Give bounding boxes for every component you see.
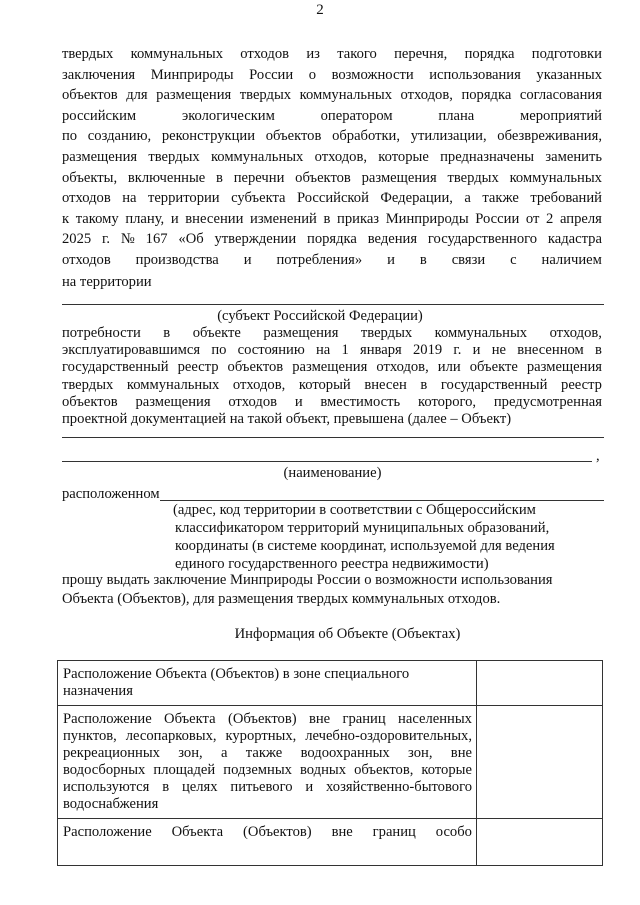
name-fill-line-1 — [62, 437, 604, 438]
section-title: Информация об Объекте (Объектах) — [234, 626, 461, 642]
address-hint-4: единого государственного реестра недвижимости) — [175, 556, 489, 572]
row-zone-special-value[interactable] — [477, 661, 603, 706]
paragraph-intro-line: объектов для размещения твердых коммунальных отходов, порядка согласования — [62, 88, 602, 104]
row-outside-settlements-label — [58, 706, 477, 819]
paragraph-need-line: потребности в объекте размещения твердых коммунальных отходов, — [62, 326, 602, 341]
address-fill-line — [160, 500, 604, 501]
label-name: (наименование) — [283, 465, 382, 481]
table-cell-line: водосборных площадей подземных водных объектов, которые — [63, 762, 472, 778]
paragraph-intro-line: 2025 г. № 167 «Об утверждении порядка ведения государственного кадастра — [62, 232, 602, 248]
table-cell-line: Расположение Объекта (Объектов) вне границ населенных — [63, 711, 472, 727]
paragraph-need-line: твердых коммунальных отходов, который внесен в государственный реестр — [62, 377, 602, 393]
row-outside-protected-label — [58, 819, 477, 866]
page-number: 2 — [316, 2, 324, 18]
paragraph-intro-line: объекты, включенные в перечни объектов размещения твердых коммунальных — [62, 170, 602, 186]
table-cell-line: рекреационных зон, а также водоохранных зон, вне — [63, 745, 472, 761]
paragraph-intro-line: к такому плану, и внесении изменений в приказ Минприроды России от 2 апреля — [62, 211, 602, 227]
located-label: расположенном — [62, 486, 160, 502]
table-cell-line: водоснабжения — [63, 796, 159, 812]
row-outside-protected-value[interactable] — [477, 819, 603, 866]
paragraph-need-last-line: проектной документацией на такой объект, превышена (далее – Объект) — [62, 411, 512, 427]
row-zone-special-label — [58, 661, 477, 706]
table-cell-line: используются в целях питьевого и хозяйственно-бытового — [63, 779, 472, 795]
name-fill-line-2 — [62, 461, 592, 462]
table-row — [58, 661, 603, 706]
request-line-1: прошу выдать заключение Минприроды России о возможности использования — [62, 573, 553, 588]
table-cell-line: Расположение Объекта (Объектов) в зоне специального — [63, 666, 410, 682]
paragraph-intro-line: отходов производства и потребления» и в связи с наличием — [62, 253, 602, 268]
object-info-table — [57, 660, 603, 866]
paragraph-intro-line: размещения твердых коммунальных отходов, которые предназначены заменить — [62, 150, 602, 165]
paragraph-need-line: государственный реестр объектов размещения отходов, или объекте размещения — [62, 360, 602, 376]
table-cell-line: Расположение Объекта (Объектов) вне границ особо — [63, 824, 472, 840]
paragraph-need-line: эксплуатировавшимся по состоянию на 1 января 2019 г. и не внесенном в — [62, 343, 602, 359]
paragraph-need-line: объектов размещения отходов и вместимость которого, предусмотренная — [62, 394, 602, 410]
subject-fill-line — [62, 304, 604, 305]
paragraph-intro-last-line: на территории — [62, 274, 152, 290]
row-outside-settlements-value[interactable] — [477, 706, 603, 819]
paragraph-intro-line: по созданию, реконструкции объектов обработки, утилизации, обезвреживания, — [62, 129, 602, 145]
address-hint-1: (адрес, код территории в соответствии с Общероссийским — [173, 502, 536, 518]
address-hint-3: координаты (в системе координат, используемой для ведения — [175, 538, 555, 554]
label-subject: (субъект Российской Федерации) — [217, 308, 423, 324]
table-row — [58, 819, 603, 866]
request-line-2: Объекта (Объектов), для размещения твердых коммунальных отходов. — [62, 591, 501, 607]
paragraph-intro-line: твердых коммунальных отходов из такого перечня, порядка подготовки — [62, 47, 602, 62]
table-cell-line: пунктов, лесопарковых, курортных, лечебно-оздоровительных, — [63, 728, 472, 744]
paragraph-intro-line: заключения Минприроды России о возможности использования указанных — [62, 67, 602, 83]
paragraph-intro-line: российским экологическим оператором плана мероприятий — [62, 108, 602, 124]
address-hint-2: классификатором территорий муниципальных образований, — [175, 520, 550, 536]
table-cell-line: назначения — [63, 683, 133, 699]
paragraph-intro-line: отходов на территории субъекта Российской Федерации, а также требований — [62, 191, 602, 207]
name-comma: , — [596, 448, 600, 464]
table-row — [58, 706, 603, 819]
